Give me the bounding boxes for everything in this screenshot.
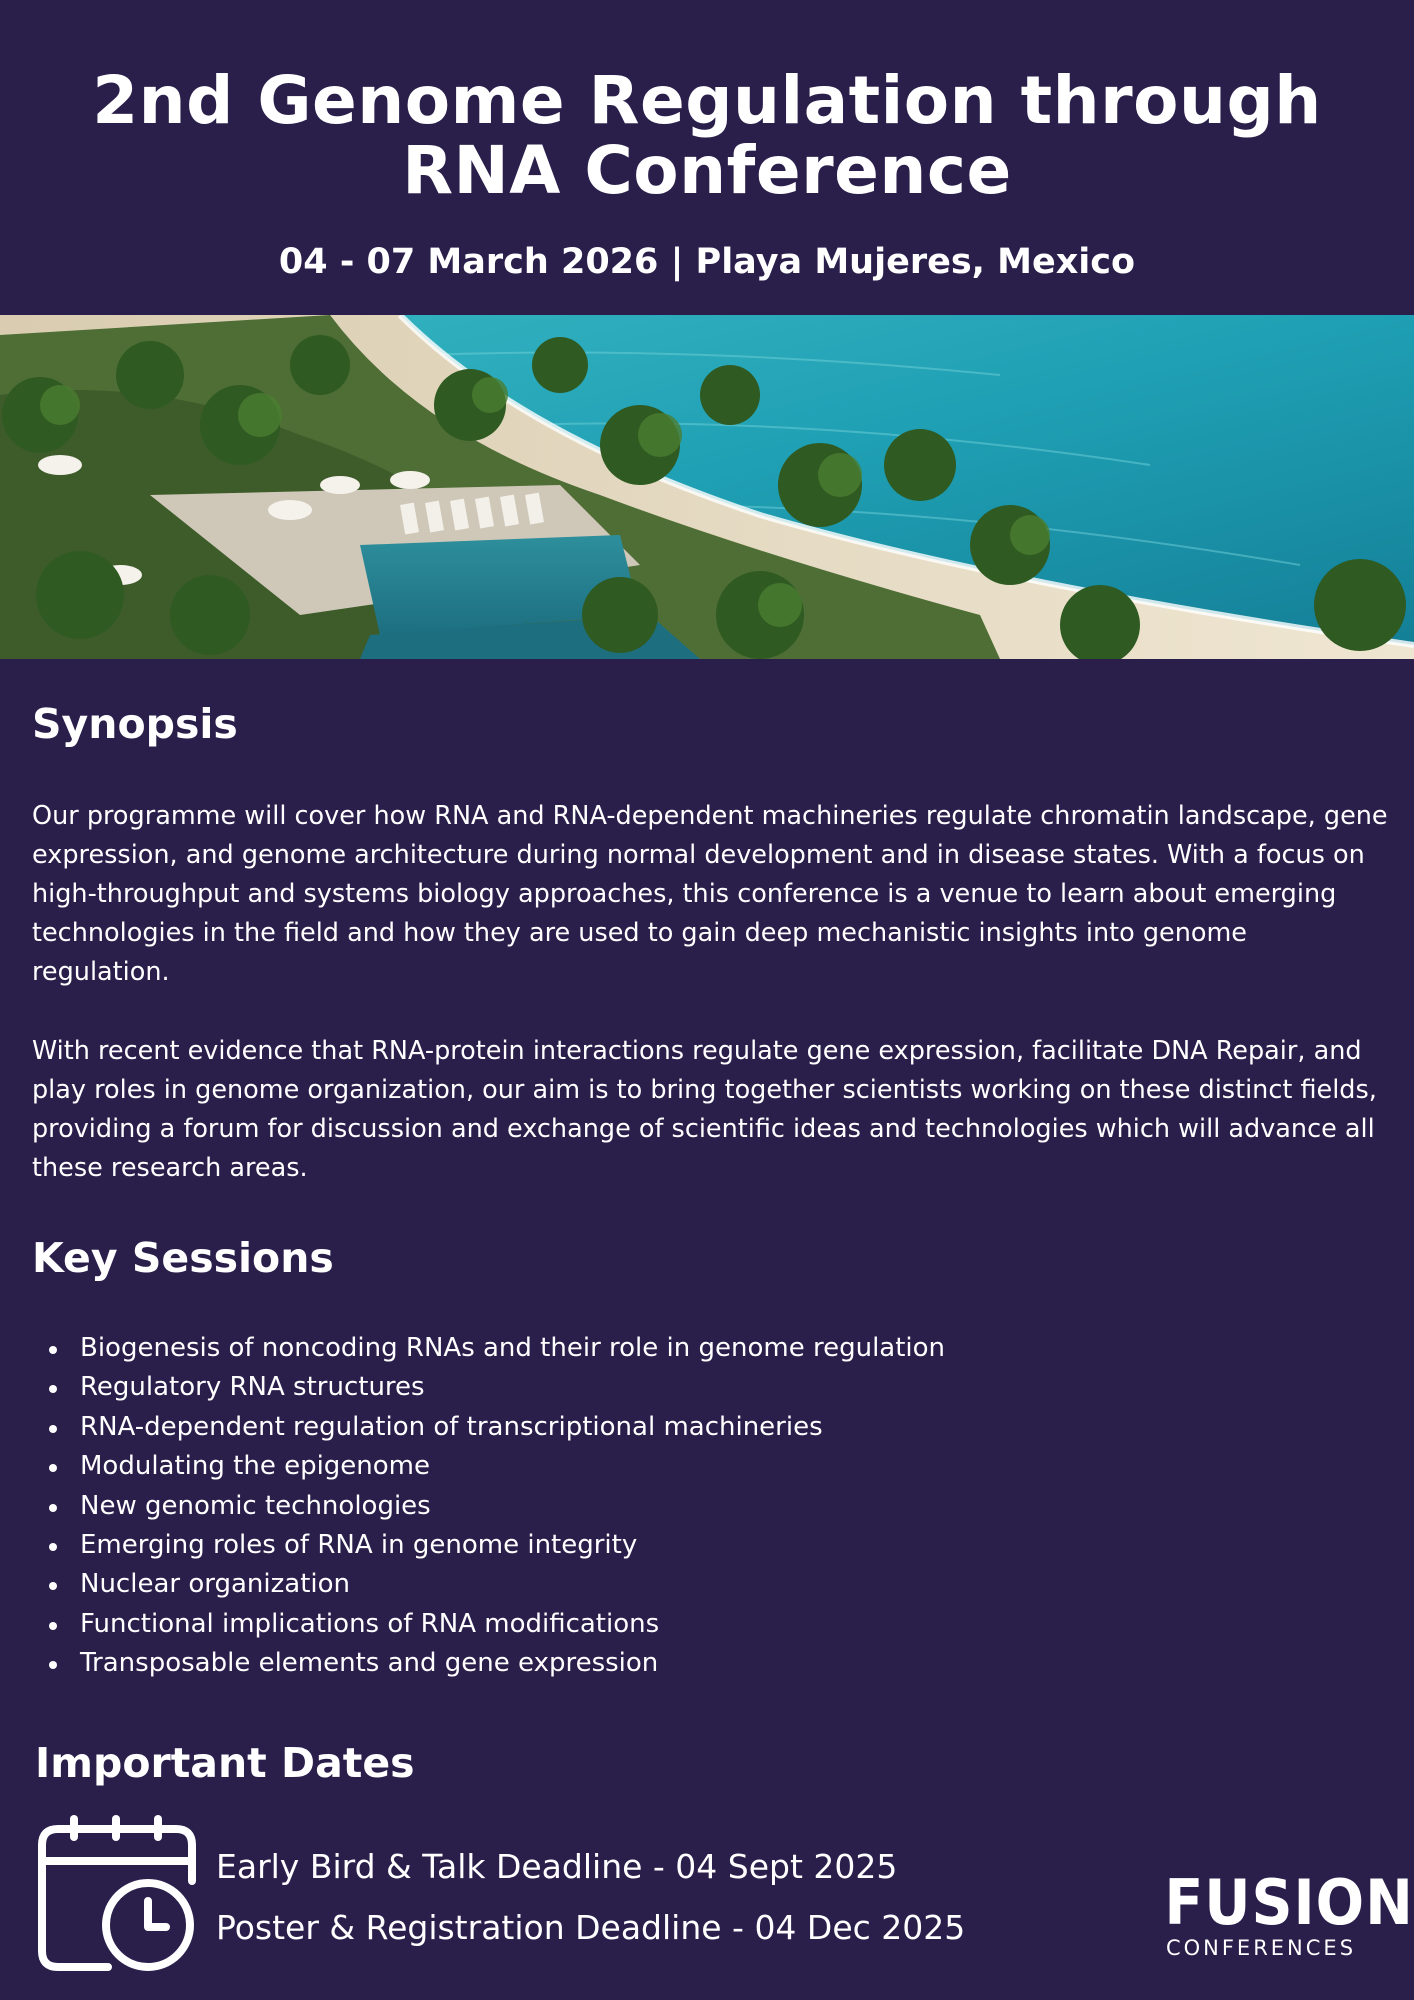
poster-registration-deadline: Poster & Registration Deadline - 04 Dec 2025 [216, 1908, 966, 1947]
bullet-icon [49, 1582, 57, 1590]
key-sessions-list [32, 1329, 1332, 1684]
key-sessions-heading: Key Sessions [32, 1234, 334, 1282]
list-item: New genomic technologies [32, 1487, 1332, 1526]
bullet-icon [49, 1543, 57, 1551]
early-bird-deadline: Early Bird & Talk Deadline - 04 Sept 2025 [216, 1847, 898, 1886]
synopsis-paragraph-2: With recent evidence that RNA-protein interactions regulate gene expression, facilitate DNA Repair, and play roles in genome organization, our aim is to bring together scientists working on these distinct fields, providing a forum for discussion and exchange of scientific ideas and technologies which will advance all these research areas. [32, 1036, 1377, 1183]
title-line-1: 2nd Genome Regulation through [92, 62, 1322, 139]
list-item: Regulatory RNA structures [32, 1368, 1332, 1407]
list-item: RNA-dependent regulation of transcriptional machineries [32, 1408, 1332, 1447]
venue-beach-photo [0, 315, 1414, 659]
list-item: Biogenesis of noncoding RNAs and their role in genome regulation [32, 1329, 1332, 1368]
important-dates-heading: Important Dates [35, 1739, 415, 1787]
bullet-icon [49, 1346, 57, 1354]
title-line-2: RNA Conference [402, 132, 1012, 209]
beach-resort-illustration [0, 315, 1414, 659]
logo-wordmark: FUSION [1164, 1866, 1414, 1939]
fusion-conferences-logo [1156, 1866, 1414, 1962]
list-item: Nuclear organization [32, 1565, 1332, 1604]
list-item: Emerging roles of RNA in genome integrity [32, 1526, 1332, 1565]
bullet-icon [49, 1661, 57, 1669]
date-location: 04 - 07 March 2026 | Playa Mujeres, Mexico [278, 242, 1136, 282]
bullet-icon [49, 1464, 57, 1472]
synopsis-heading: Synopsis [32, 700, 238, 748]
bullet-icon [49, 1385, 57, 1393]
conference-title [0, 62, 1414, 209]
flyer-header [0, 0, 1414, 315]
bullet-icon [49, 1622, 57, 1630]
synopsis-paragraph-1: Our programme will cover how RNA and RNA-dependent machineries regulate chromatin landscape, gene expression, and genome architecture during normal development and in disease states. With a focus on high-throughput and systems biology approaches, this conference is a venue to learn about emerging technologies in the field and how they are used to gain deep mechanistic insights into genome regulation. [32, 801, 1388, 987]
list-item: Transposable elements and gene expression [32, 1644, 1332, 1683]
bullet-icon [49, 1504, 57, 1512]
bullet-icon [49, 1425, 57, 1433]
logo-subtext: CONFERENCES [1165, 1936, 1357, 1960]
calendar-clock-icon [36, 1815, 198, 1973]
list-item: Functional implications of RNA modifications [32, 1605, 1332, 1644]
list-item: Modulating the epigenome [32, 1447, 1332, 1486]
